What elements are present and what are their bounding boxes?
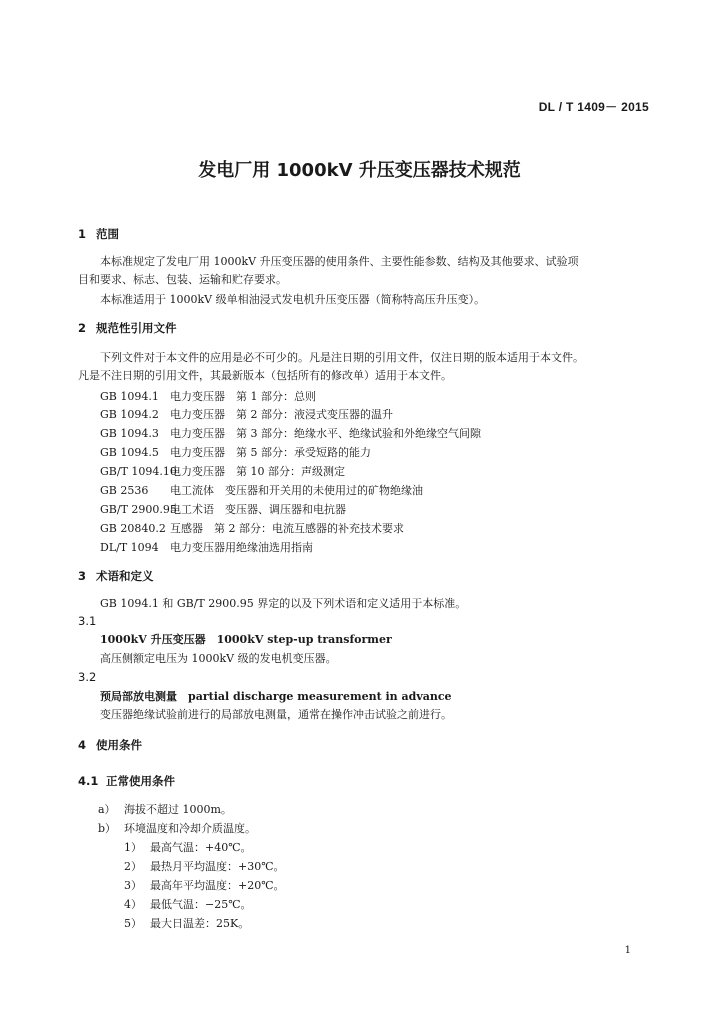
list-item: a） 海拔不超过 1000m。 [98,803,232,816]
section-2-heading: 2 规范性引用文件 [78,321,177,335]
term-definition: 变压器绝缘试验前进行的局部放电测量，通常在操作冲击试验之前进行。 [100,708,452,721]
reference-item: GB 20840.2 互感器 第 2 部分：电流互感器的补充技术要求 [100,522,404,535]
section-1-para-1-line-2: 目和要求、标志、包装、运输和贮存要求。 [78,273,287,286]
list-item: b） 环境温度和冷却介质温度。 [98,822,256,835]
reference-item: GB 1094.1 电力变压器 第 1 部分：总则 [100,390,316,403]
sub-list-item: 5） 最大日温差：25K。 [124,917,250,930]
reference-item: GB 1094.2 电力变压器 第 2 部分：液浸式变压器的温升 [100,408,393,421]
sub-list-item: 2） 最热月平均温度：+30℃。 [124,860,285,873]
section-1-heading: 1 范围 [78,227,119,241]
section-3-heading: 3 术语和定义 [78,569,154,583]
section-2-intro-line-2: 凡是不注日期的引用文件，其最新版本（包括所有的修改单）适用于本文件。 [78,369,452,382]
term-number: 3.2 [78,670,97,684]
section-1-para-2: 本标准适用于 1000kV 级单相油浸式发电机升压变压器（简称特高压升压变）。 [100,293,486,306]
sub-list-item: 3） 最高年平均温度：+20℃。 [124,879,285,892]
page-number: 1 [624,945,631,956]
reference-item: GB 1094.3 电力变压器 第 3 部分：绝缘水平、绝缘试验和外绝缘空气间隙 [100,427,481,440]
sub-list-item: 4） 最低气温：−25℃。 [124,898,252,911]
section-3-intro: GB 1094.1 和 GB/T 2900.95 界定的以及下列术语和定义适用于本标准。 [100,597,467,610]
reference-item: GB 1094.5 电力变压器 第 5 部分：承受短路的能力 [100,446,371,459]
reference-item: GB/T 2900.95电工术语 变压器、调压器和电抗器 [100,503,346,516]
section-2-intro-line-1: 下列文件对于本文件的应用是必不可少的。凡是注日期的引用文件，仅注日期的版本适用于本文件。 [100,351,584,364]
reference-item: GB/T 1094.10电力变压器 第 10 部分：声级测定 [100,465,345,478]
section-4-heading: 4 使用条件 [78,738,142,752]
reference-item: DL/T 1094 电力变压器用绝缘油选用指南 [100,541,313,554]
standard-number: DL / T 1409－ 2015 [538,100,649,114]
subsection-4-1-heading: 4.1 正常使用条件 [78,774,175,788]
sub-list-item: 1） 最高气温：+40℃。 [124,841,252,854]
term-title: 1000kV 升压变压器 1000kV step-up transformer [100,633,392,646]
term-number: 3.1 [78,614,97,628]
term-definition: 高压侧额定电压为 1000kV 级的发电机变压器。 [100,652,337,665]
section-1-para-1-line-1: 本标准规定了发电厂用 1000kV 升压变压器的使用条件、主要性能参数、结构及其他要求、试验项 [100,255,579,268]
term-title: 预局部放电测量 partial discharge measurement in advance [100,690,452,703]
document-title: 发电厂用 1000kV 升压变压器技术规范 [198,160,521,181]
reference-item: GB 2536 电工流体 变压器和开关用的未使用过的矿物绝缘油 [100,484,423,497]
